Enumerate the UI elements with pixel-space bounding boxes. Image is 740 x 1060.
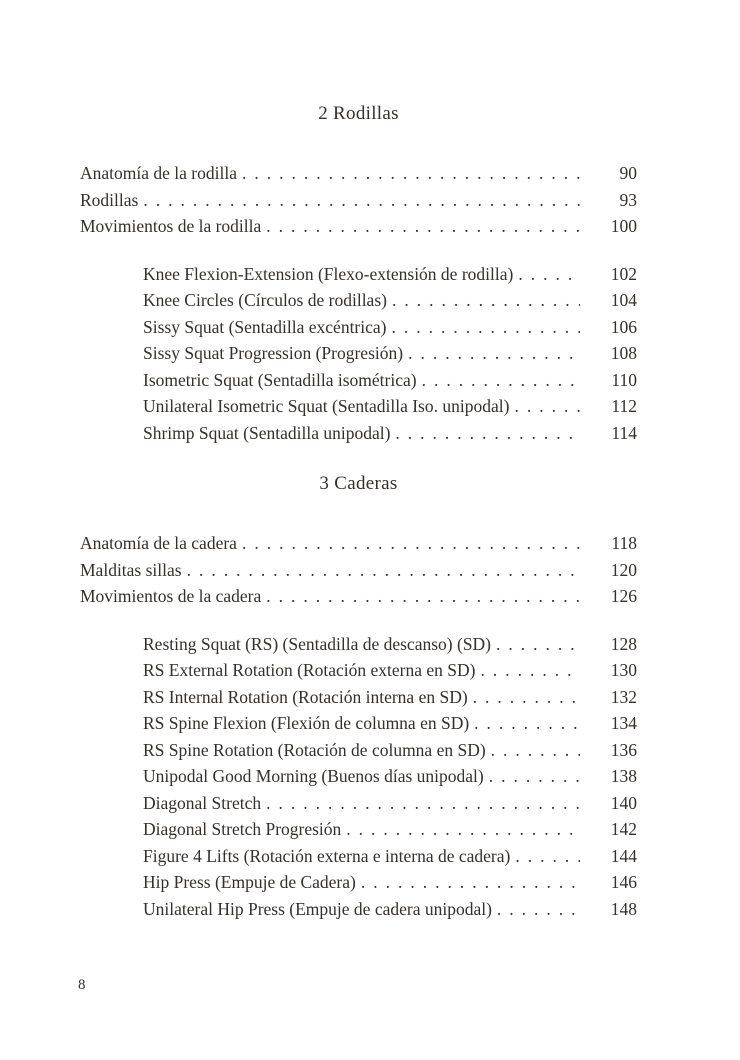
toc-entry-title: Hip Press (Empuje de Cadera) <box>143 872 356 892</box>
toc-entry-page: 90 <box>619 163 637 183</box>
dot-leader <box>486 737 580 764</box>
dot-leader <box>237 160 580 187</box>
toc-entry-title: Knee Flexion-Extension (Flexo-extensión de rodilla) <box>143 263 514 284</box>
dot-leader <box>403 340 580 367</box>
toc-entry-page: 140 <box>610 792 637 813</box>
toc-entry-page: 102 <box>610 263 637 284</box>
dot-leader <box>237 530 580 557</box>
toc-entry-title: RS Spine Rotation (Rotación de columna en SD) <box>143 739 486 760</box>
toc-entry-title: Anatomía de la rodilla <box>80 163 237 183</box>
toc-entry-page: 120 <box>610 559 637 580</box>
dot-leader <box>513 261 580 288</box>
toc-entry-title: Anatomía de la cadera <box>80 533 237 553</box>
section-entries <box>80 160 637 446</box>
toc-entry <box>80 710 637 737</box>
page-number: 8 <box>78 977 86 993</box>
toc-entry <box>80 583 637 610</box>
toc-entry-title: Shrimp Squat (Sentadilla unipodal) <box>143 422 391 443</box>
toc-entry-title: Sissy Squat Progression (Progresión) <box>143 343 404 363</box>
toc-entry-title: RS Spine Flexion (Flexión de columna en SD) <box>143 713 470 733</box>
toc-entry <box>80 657 637 684</box>
toc-entry-title: Knee Circles (Círculos de rodillas) <box>143 290 387 310</box>
toc-entry <box>80 261 637 288</box>
toc-entry-page: 130 <box>610 660 637 680</box>
dot-leader <box>261 790 580 817</box>
section-heading: 3 Caderas <box>319 473 398 494</box>
toc-entry-title: Resting Squat (RS) (Sentadilla de descanso) (SD) <box>143 633 492 654</box>
toc-entry <box>80 367 637 394</box>
dot-leader <box>261 583 580 610</box>
toc-entry-title: Movimientos de la cadera <box>80 586 262 606</box>
dot-leader <box>386 314 580 341</box>
toc-entry-title: Unilateral Hip Press (Empuje de cadera unipodal) <box>143 898 492 919</box>
toc-entry <box>80 843 637 870</box>
toc-entry <box>80 530 637 557</box>
toc-entry-page: 93 <box>619 189 637 210</box>
dot-leader <box>468 684 580 711</box>
toc-entry-title: Malditas sillas <box>80 559 182 580</box>
toc-section <box>80 102 637 446</box>
toc-entry-page: 128 <box>610 633 637 654</box>
toc-entry-page: 108 <box>610 343 637 363</box>
toc-entry <box>80 869 637 896</box>
section-entries <box>80 530 637 922</box>
toc-entry <box>80 287 637 314</box>
toc-entry-page: 146 <box>610 872 637 892</box>
toc-entry <box>80 393 637 420</box>
toc-entry-title: RS Internal Rotation (Rotación interna en SD) <box>143 686 468 707</box>
toc-entry-page: 142 <box>610 819 637 839</box>
toc-entry <box>80 816 637 843</box>
toc-section <box>80 472 637 922</box>
toc-entry <box>80 187 637 214</box>
dot-leader <box>390 420 580 447</box>
toc-entry-page: 112 <box>611 396 637 416</box>
dot-leader <box>492 896 580 923</box>
toc-entry <box>80 557 637 584</box>
toc-entry-title: Unipodal Good Morning (Buenos días unipodal) <box>143 766 484 786</box>
toc-entry-page: 148 <box>610 898 637 919</box>
toc-entry-page: 106 <box>610 316 637 337</box>
toc-entry-title: Sissy Squat (Sentadilla excéntrica) <box>143 316 387 337</box>
toc-entry <box>80 314 637 341</box>
dot-leader <box>261 213 580 240</box>
dot-leader <box>484 763 580 790</box>
toc-entry-page: 104 <box>610 290 637 310</box>
toc-content <box>80 0 637 922</box>
toc-entry <box>80 213 637 240</box>
toc-entry-title: Rodillas <box>80 189 139 210</box>
toc-entry-page: 134 <box>610 713 637 733</box>
dot-leader <box>182 557 580 584</box>
toc-entry-title: RS External Rotation (Rotación externa en SD) <box>143 660 476 680</box>
toc-entry-title: Unilateral Isometric Squat (Sentadilla Iso. unipodal) <box>143 396 510 416</box>
toc-entry-page: 114 <box>611 422 637 443</box>
dot-leader <box>491 631 580 658</box>
toc-entry <box>80 896 637 923</box>
toc-entry <box>80 684 637 711</box>
dot-leader <box>341 816 580 843</box>
toc-entry-page: 132 <box>610 686 637 707</box>
dot-leader <box>475 657 580 684</box>
toc-entry <box>80 631 637 658</box>
dot-leader <box>469 710 580 737</box>
toc-entry-title: Movimientos de la rodilla <box>80 216 262 236</box>
toc-entry-page: 100 <box>610 216 637 236</box>
toc-entry-page: 126 <box>610 586 637 606</box>
toc-entry <box>80 763 637 790</box>
toc-entry-page: 110 <box>611 369 637 390</box>
toc-entry-title: Figure 4 Lifts (Rotación externa e interna de cadera) <box>143 845 511 866</box>
toc-entry <box>80 340 637 367</box>
toc-entry <box>80 737 637 764</box>
section-heading: 2 Rodillas <box>318 103 399 124</box>
dot-leader <box>510 843 580 870</box>
toc-entry-title: Isometric Squat (Sentadilla isométrica) <box>143 369 417 390</box>
dot-leader <box>356 869 580 896</box>
toc-entry-title: Diagonal Stretch Progresión <box>143 819 342 839</box>
dot-leader <box>387 287 580 314</box>
dot-leader <box>509 393 580 420</box>
toc-entry-page: 144 <box>610 845 637 866</box>
toc-entry <box>80 790 637 817</box>
toc-entry-page: 136 <box>610 739 637 760</box>
dot-leader <box>417 367 580 394</box>
toc-entry-title: Diagonal Stretch <box>143 792 262 813</box>
dot-leader <box>138 187 580 214</box>
toc-entry <box>80 160 637 187</box>
toc-entry <box>80 420 637 447</box>
toc-entry-page: 118 <box>611 533 637 553</box>
toc-entry-page: 138 <box>610 766 637 786</box>
